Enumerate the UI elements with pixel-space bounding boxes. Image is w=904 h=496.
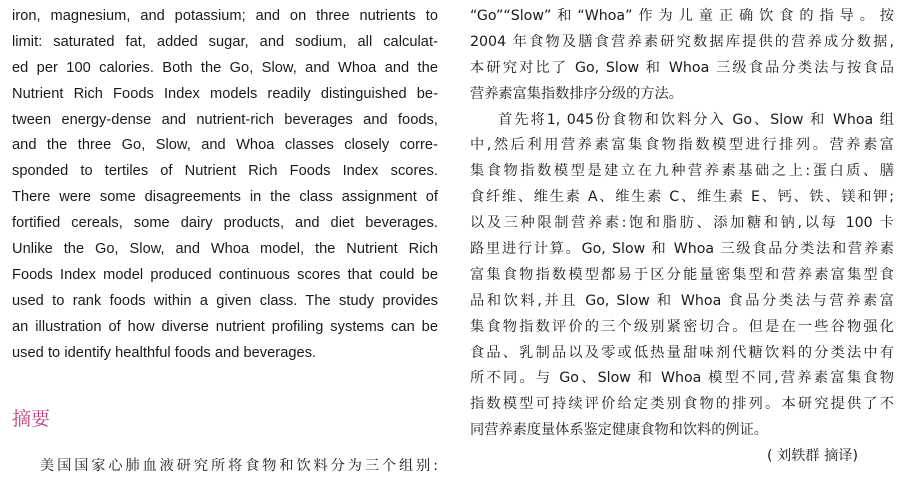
chinese-text-line: 2004 年食物及膳食营养素研究数据库提供的营养成分数据, <box>470 33 894 50</box>
english-text-line: and the three Go, Slow, and Whoa classes closely corre- <box>12 137 438 154</box>
chinese-text-line: 本研究对比了 Go, Slow 和 Whoa 三级食品分类法与按食品 <box>470 59 894 76</box>
chinese-text-line: 指数模型可持续评价给定类别食物的排列。本研究提供了不 <box>470 396 894 413</box>
english-text-line: fortified cereals, some dairy products, and diet beverages. <box>12 215 438 232</box>
translator-credit: ( 刘轶群 摘译) <box>766 448 858 465</box>
chinese-text-line: “Go”“Slow”和“Whoa”作为儿童正确饮食的指导。按 <box>470 8 894 24</box>
chinese-text-line: 品和饮料,并且 Go, Slow 和 Whoa 食品分类法与营养素富 <box>470 292 894 309</box>
english-text-line: iron, magnesium, and potassium; and on three nutrients to <box>12 8 438 24</box>
english-abstract-column <box>12 4 438 366</box>
chinese-text-line: 同营养素度量体系鉴定健康食物和饮料的例证。 <box>470 422 768 439</box>
chinese-text-line: 食品、乳制品以及零或低热量甜味剂代糖饮料的分类法中有 <box>470 344 894 361</box>
chinese-text-line: 美国国家心肺血液研究所将食物和饮料分为三个组别: <box>40 458 438 474</box>
english-text-line: Nutrient Rich Foods Index models readily distinguished be- <box>12 85 438 102</box>
english-text-line: used to identify healthful foods and beverages. <box>12 344 317 361</box>
english-text-line: ed per 100 calories. Both the Go, Slow, and Whoa and the <box>12 59 438 76</box>
chinese-text-line: 食纤维、维生素 A、维生素 C、维生素 E、钙、铁、镁和钾; <box>470 189 894 206</box>
english-text-line: Unlike the Go, Slow, and Whoa model, the Nutrient Rich <box>12 241 438 258</box>
english-text-line: used to rank foods within a given class. The study provides <box>12 292 438 309</box>
chinese-text-line: 中,然后利用营养素富集食物指数模型进行排列。营养素富 <box>470 137 894 154</box>
chinese-text-line: 集食物指数评价的三个级别紧密切合。但是在一些谷物强化 <box>470 318 894 335</box>
chinese-abstract-start <box>12 454 438 480</box>
chinese-text-line: 富集食物指数模型都易于区分能量密集型和营养素富集型食 <box>470 266 894 283</box>
english-text-line: tween energy-dense and nutrient-rich beverages and foods, <box>12 111 438 128</box>
chinese-text-line: 集食物指数模型是建立在九种营养素基础之上:蛋白质、膳 <box>470 163 894 180</box>
english-text-line: sponded to tertiles of Nutrient Rich Foods Index scores. <box>12 163 438 180</box>
english-text-line: limit: saturated fat, added sugar, and sodium, all calculat- <box>12 33 438 50</box>
chinese-text-line: 首先将1, 045份食物和饮料分入 Go、Slow 和 Whoa 组 <box>498 111 894 128</box>
abstract-heading: 摘要 <box>12 408 51 430</box>
chinese-text-line: 路里进行计算。Go, Slow 和 Whoa 三级食品分类法和营养素 <box>470 241 894 258</box>
english-text-line: There were some disagreements in the class assignment of <box>12 189 438 206</box>
chinese-text-line: 营养素富集指数排序分级的方法。 <box>470 85 683 102</box>
chinese-abstract-column <box>470 4 894 470</box>
chinese-text-line: 以及三种限制营养素:饱和脂肪、添加糖和钠,以每 100 卡 <box>470 215 894 232</box>
chinese-text-line: 所不同。与 Go、Slow 和 Whoa 模型不同,营养素富集食物 <box>470 370 894 387</box>
english-text-line: Foods Index model produced continuous scores that could be <box>12 266 438 283</box>
english-text-line: an illustration of how diverse nutrient profiling systems can be <box>12 318 438 335</box>
